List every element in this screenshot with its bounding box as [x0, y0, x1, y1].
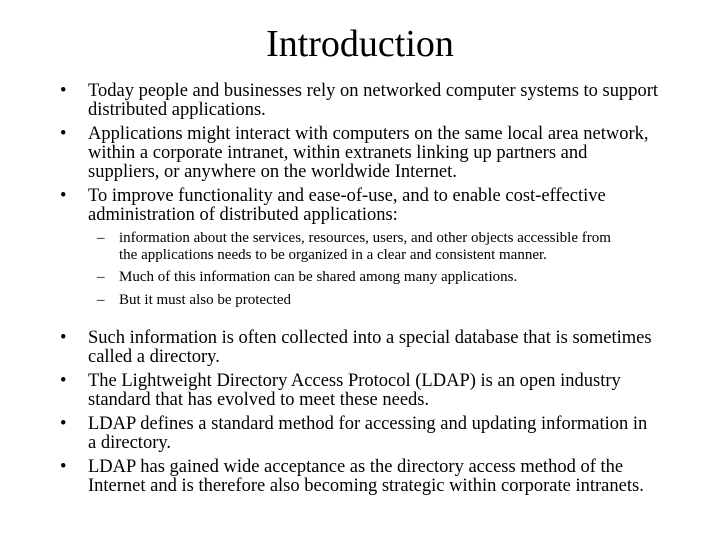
sub-bullet-list [97, 230, 617, 314]
bullet-item [60, 125, 660, 182]
dash-icon: – [97, 291, 105, 308]
bullet-icon: • [60, 81, 67, 101]
bullet-list-bottom [60, 329, 660, 501]
bullet-text: To improve functionality and ease-of-use, and to enable cost-effective administration of distributed applications: [88, 186, 606, 225]
bullet-list-top [60, 82, 660, 230]
bullet-item [60, 415, 660, 453]
bullet-icon: • [60, 328, 67, 348]
sub-bullet-text: information about the services, resources, users, and other objects accessible from the applications needs to be organized in a clear and consistent manner. [119, 230, 611, 263]
bullet-text: The Lightweight Directory Access Protocol (LDAP) is an open industry standard that has evolved to meet these needs. [88, 371, 621, 410]
bullet-icon: • [60, 186, 67, 206]
sub-bullet-item [97, 230, 617, 263]
bullet-icon: • [60, 124, 67, 144]
dash-icon: – [97, 269, 105, 285]
bullet-item [60, 187, 660, 225]
bullet-text: LDAP has gained wide acceptance as the directory access method of the Internet and is therefore also becoming strategic within corporate intranets. [88, 457, 644, 496]
bullet-icon: • [60, 457, 67, 477]
bullet-text: Today people and businesses rely on networked computer systems to support distributed applications. [88, 81, 659, 120]
bullet-icon: • [60, 371, 67, 391]
bullet-item [60, 458, 660, 496]
bullet-item [60, 82, 660, 120]
dash-icon: – [97, 230, 105, 246]
slide-title: Introduction [266, 23, 454, 65]
sub-bullet-item [97, 269, 617, 286]
bullet-text: LDAP defines a standard method for accessing and updating information in a directory. [88, 414, 648, 453]
sub-bullet-text: But it must also be protected [119, 291, 292, 308]
bullet-text: Such information is often collected into a special database that is sometimes called a directory. [88, 328, 652, 367]
bullet-text: Applications might interact with computers on the same local area network, within a corporate intranet, within extranets linking up partners and suppliers, or anywhere on the worldwide Internet. [88, 124, 649, 182]
bullet-item [60, 372, 660, 410]
bullet-item [60, 329, 660, 367]
bullet-icon: • [60, 414, 67, 434]
sub-bullet-item [97, 292, 617, 309]
sub-bullet-text: Much of this information can be shared among many applications. [119, 269, 518, 285]
